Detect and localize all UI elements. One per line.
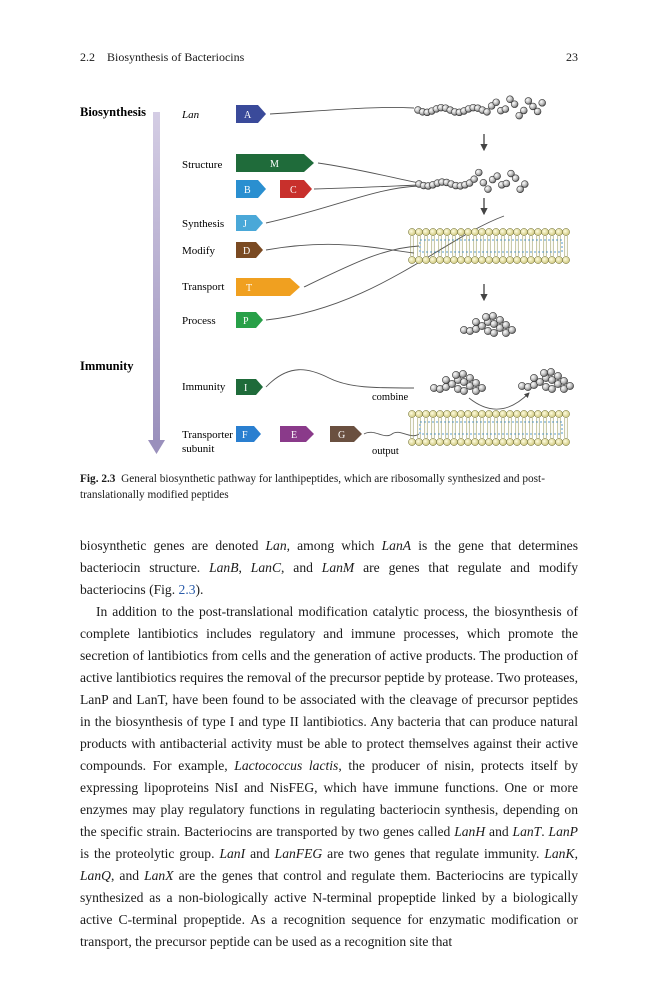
text-run: , (574, 846, 578, 861)
lipid-head (527, 228, 534, 235)
lipid-tail (460, 236, 462, 256)
gene-arrow-m (236, 154, 314, 172)
lipid-head (513, 228, 520, 235)
lipid-head (436, 256, 443, 263)
lipid-head (548, 438, 555, 445)
annotation-combine: combine (372, 392, 409, 403)
lipid-head (408, 228, 415, 235)
annotation-output: output (372, 446, 399, 457)
lipid-head (499, 256, 506, 263)
lipid-head (415, 256, 422, 263)
lipid-tail (558, 418, 560, 438)
amino-acid-bead (484, 109, 491, 116)
amino-acid-bead (478, 384, 485, 391)
paragraph-2 (80, 601, 578, 953)
lipid-head (492, 228, 499, 235)
lipid-head (443, 228, 450, 235)
lipid-head (471, 410, 478, 417)
gene-name: LanH (454, 824, 486, 839)
amino-acid-bead (560, 377, 567, 384)
lipid-head (429, 228, 436, 235)
lipid-head (485, 410, 492, 417)
lipid-tail (432, 236, 434, 256)
amino-acid-bead (539, 99, 546, 106)
amino-acid-bead (511, 101, 518, 108)
lipid-tail (544, 418, 546, 438)
gene-arrow-j (236, 215, 263, 231)
lipid-tail (523, 418, 525, 438)
lipid-head (422, 410, 429, 417)
amino-acid-bead (442, 376, 449, 383)
lipid-head (499, 228, 506, 235)
lipid-head (562, 410, 569, 417)
lipid-head (541, 410, 548, 417)
text-run: . (541, 824, 549, 839)
lipid-head (415, 228, 422, 235)
progression-arrow (148, 112, 165, 454)
row-label-immunity: Immunity (182, 381, 226, 393)
amino-acid-bead (502, 321, 509, 328)
lipid-head (471, 438, 478, 445)
lipid-tail (502, 418, 504, 438)
lipid-tail (439, 236, 441, 256)
lipid-head (450, 438, 457, 445)
lipid-head (534, 410, 541, 417)
lipid-tail (488, 236, 490, 256)
amino-acid-bead (472, 379, 479, 386)
gene-arrow-e (280, 426, 314, 442)
lipid-head (408, 256, 415, 263)
lipid-head (506, 256, 513, 263)
text-run: , the producer of nisin, protects itself by expressing lipoproteins NisI and NisFEG, which have immune functions. One or more enzymes may play regulatory functions in regulating bacteriocin synthesis, depending on the specific strain. Bacteriocins are transported by two genes called (80, 758, 578, 839)
lipid-tail (439, 418, 441, 438)
lipid-head (457, 256, 464, 263)
gene-label-t: T (246, 283, 253, 294)
lipid-head (408, 410, 415, 417)
text-run: are two genes that regulate immunity. (322, 846, 545, 861)
lipid-head (527, 438, 534, 445)
amino-acid-bead (459, 370, 466, 377)
amino-acid-bead (554, 372, 561, 379)
lipid-tail (530, 236, 532, 256)
lipid-head (548, 410, 555, 417)
lipid-tail (509, 236, 511, 256)
amino-acid-bead (547, 368, 554, 375)
figure-reference-link[interactable]: 2.3 (178, 582, 196, 597)
lipid-head (513, 256, 520, 263)
text-run: and (485, 824, 513, 839)
lipid-head (478, 410, 485, 417)
amino-acid-bead (494, 173, 501, 180)
gene-label-i: I (244, 383, 248, 394)
figure-caption-text: General biosynthetic pathway for lanthipeptides, which are ribosomally synthesized and post-translationally modified peptides (80, 473, 545, 501)
lipid-head (555, 256, 562, 263)
lipid-head (436, 438, 443, 445)
amino-acid-bead (548, 385, 555, 392)
lipid-head (429, 410, 436, 417)
lipid-tail (565, 418, 567, 438)
amino-acid-bead (485, 186, 492, 193)
lipid-head (471, 256, 478, 263)
gene-label-g: G (338, 430, 346, 441)
amino-acid-bead (489, 312, 496, 319)
gene-arrow-i (236, 379, 263, 395)
lipid-tail (537, 236, 539, 256)
gene-name: LanP (548, 824, 578, 839)
lipid-tail (488, 418, 490, 438)
cell-membrane-lower (408, 410, 569, 445)
lipid-head (541, 438, 548, 445)
text-run: are the genes that control and regulate them. Bacteriocins are typically synthesized as a non-biologically active N-terminal propeptide linked by a biologically active C-terminal propeptide. As a recognition sequence for enzymatic modification or transport, the precursor peptide can be used as a recognition site that (80, 868, 578, 949)
lipid-tail (474, 418, 476, 438)
gene-label-m: M (270, 159, 279, 170)
lipid-head (457, 438, 464, 445)
figure-caption-label: Fig. 2.3 (80, 473, 116, 485)
gene-label-a: A (244, 110, 252, 121)
lipid-head (422, 256, 429, 263)
lipid-tail (481, 418, 483, 438)
paragraph-1 (80, 535, 578, 601)
lipid-head (422, 438, 429, 445)
gene-label-c: C (290, 185, 297, 196)
lipid-tail (432, 418, 434, 438)
gene-name: LanQ (80, 868, 111, 883)
text-run: ). (195, 582, 204, 597)
gene-arrow-c (280, 180, 312, 198)
amino-acid-bead (512, 175, 519, 182)
lipid-head (562, 228, 569, 235)
lipid-tail (544, 236, 546, 256)
amino-acid-bead (475, 169, 482, 176)
amino-acid-bead (460, 387, 467, 394)
lipid-head (415, 438, 422, 445)
lipid-head (450, 256, 457, 263)
row-label-process: Process (182, 315, 216, 327)
gene-name: LanT (512, 824, 542, 839)
amino-acid-bead (520, 107, 527, 114)
lipid-head (541, 228, 548, 235)
row-label-structure: Structure (182, 159, 223, 171)
figure-caption (80, 471, 578, 503)
lipid-head (548, 256, 555, 263)
lipid-tail (558, 236, 560, 256)
lipid-head (450, 228, 457, 235)
row-label-modify: Modify (182, 245, 215, 257)
lipid-tail (446, 418, 448, 438)
lipid-tail (460, 418, 462, 438)
page-number: 23 (566, 50, 578, 64)
lipid-head (492, 410, 499, 417)
lipid-head (422, 228, 429, 235)
text-run: is the gene that determines bacteriocin structure. (80, 538, 578, 575)
lipid-tail (474, 236, 476, 256)
row-label-synthesis: Synthesis (182, 218, 225, 230)
section-label-immunity: Immunity (80, 359, 134, 373)
lipid-head (513, 410, 520, 417)
lipid-tail (502, 236, 504, 256)
text-run: , (238, 560, 251, 575)
gene-name: LanI (219, 846, 246, 861)
biosynthesis-pathway-figure (74, 88, 584, 460)
text-run: , and (110, 868, 145, 883)
lipid-tail (467, 236, 469, 256)
lipid-head (443, 256, 450, 263)
lipid-head (436, 410, 443, 417)
amino-acid-bead (534, 108, 541, 115)
amino-acid-bead (521, 181, 528, 188)
gene-arrow-p (236, 312, 263, 328)
text-run: and (245, 846, 275, 861)
lipid-head (436, 228, 443, 235)
lipid-tail (537, 418, 539, 438)
section-label-biosynthesis: Biosynthesis (80, 105, 146, 119)
immunity-peptide-cluster-right (518, 368, 573, 392)
lipid-head (555, 410, 562, 417)
lipid-head (429, 438, 436, 445)
lipid-head (520, 410, 527, 417)
lipid-head (457, 228, 464, 235)
lipid-head (527, 410, 534, 417)
lipid-head (555, 228, 562, 235)
lipid-head (548, 228, 555, 235)
gene-label-f: F (242, 430, 248, 441)
text-run: biosynthetic genes are denoted (80, 538, 266, 553)
lipid-head (485, 438, 492, 445)
gene-name: LanM (321, 560, 355, 575)
lipid-head (485, 256, 492, 263)
lipid-head (464, 228, 471, 235)
lipid-head (443, 438, 450, 445)
lipid-tail (530, 418, 532, 438)
lipid-head (443, 410, 450, 417)
gene-name: LanA (381, 538, 412, 553)
lipid-head (485, 228, 492, 235)
lipid-tail (509, 418, 511, 438)
lipid-tail (425, 236, 427, 256)
lipid-head (464, 256, 471, 263)
cell-membrane-upper (408, 228, 569, 263)
lipid-tail (467, 418, 469, 438)
amino-acid-bead (490, 329, 497, 336)
lipid-head (464, 438, 471, 445)
modified-peptide-chain (416, 169, 529, 193)
lipid-head (562, 438, 569, 445)
lipid-head (450, 410, 457, 417)
lipid-head (520, 256, 527, 263)
gene-name: LanX (144, 868, 174, 883)
lipid-head (415, 410, 422, 417)
row-label-transport: Transport (182, 281, 225, 293)
lipid-tail (551, 418, 553, 438)
lipid-tail (551, 236, 553, 256)
gene-arrow-d (236, 242, 263, 258)
gene-arrow-g (330, 426, 362, 442)
lipid-tail (495, 418, 497, 438)
lipid-head (499, 410, 506, 417)
immunity-peptide-cluster-left (430, 370, 485, 394)
gene-label-j: J (243, 219, 247, 230)
amino-acid-bead (566, 382, 573, 389)
row-label-transporter: Transporter (182, 429, 233, 441)
text-run: , and (281, 560, 322, 575)
gene-label-e: E (291, 430, 298, 441)
body-text (80, 535, 578, 953)
lipid-head (464, 410, 471, 417)
running-head: 2.2 Biosynthesis of Bacteriocins (80, 50, 245, 64)
amino-acid-bead (508, 326, 515, 333)
amino-acid-bead (525, 98, 532, 105)
gene-arrow-b (236, 180, 266, 198)
row-label-lan: Lan (182, 109, 200, 121)
lipid-head (534, 438, 541, 445)
gene-arrow-t (236, 278, 300, 296)
lipid-head (478, 228, 485, 235)
gene-label-d: D (243, 246, 251, 257)
species-name: Lactococcus lactis (234, 758, 339, 773)
lipid-head (429, 256, 436, 263)
lipid-tail (425, 418, 427, 438)
amino-acid-bead (472, 318, 479, 325)
amino-acid-bead (496, 316, 503, 323)
amino-acid-bead (466, 374, 473, 381)
lipid-head (506, 410, 513, 417)
lipid-head (562, 256, 569, 263)
lipid-head (478, 438, 485, 445)
lipid-head (457, 410, 464, 417)
amino-acid-bead (540, 369, 547, 376)
amino-acid-bead (530, 374, 537, 381)
lipid-head (534, 228, 541, 235)
lipid-tail (523, 236, 525, 256)
amino-acid-bead (502, 106, 509, 113)
lipid-tail (453, 418, 455, 438)
gene-name: LanK (544, 846, 575, 861)
lipid-head (408, 438, 415, 445)
lipid-tail (481, 236, 483, 256)
processed-peptide-cluster (460, 312, 515, 336)
lipid-head (478, 256, 485, 263)
lipid-head (506, 438, 513, 445)
lipid-head (520, 228, 527, 235)
amino-acid-bead (503, 180, 510, 187)
lipid-tail (453, 236, 455, 256)
lipid-head (534, 256, 541, 263)
precursor-peptide-chain (415, 96, 546, 119)
gene-name: Lan (265, 538, 287, 553)
lipid-tail (495, 236, 497, 256)
amino-acid-bead (471, 176, 478, 183)
lipid-head (541, 256, 548, 263)
lipid-head (471, 228, 478, 235)
lipid-tail (565, 236, 567, 256)
gene-name: LanB (209, 560, 239, 575)
lipid-head (520, 438, 527, 445)
gene-label-b: B (244, 185, 251, 196)
gene-name: LanC (250, 560, 282, 575)
lipid-tail (411, 418, 413, 438)
text-run: is the proteolytic group. (80, 846, 220, 861)
amino-acid-bead (482, 313, 489, 320)
text-run: In addition to the post-translational modification catalytic process, the biosynthesis of complete lantibiotics includes regulatory and immune processes, which promote the secretion of lantibiotics from cells and the generation of active products. The production of active lantibiotics requires the removal of the precursor peptide by protease. Two proteases, LanP and LanT, have been found to be associated with the cleavage of precursor peptides in the biosynthesis of type I and type II lantibiotics. Any bacteria that can produce natural products with antibacterial activity must be able to protect themselves against their active compounds. For example, (80, 604, 578, 773)
gene-arrow-f (236, 426, 261, 442)
amino-acid-bead (452, 371, 459, 378)
text-run: are genes that regulate and modify bacteriocins (Fig. (80, 560, 579, 597)
lipid-head (492, 256, 499, 263)
lipid-head (506, 228, 513, 235)
gene-arrow-a (236, 105, 266, 123)
lipid-head (492, 438, 499, 445)
text-run: , among which (286, 538, 382, 553)
row-label-subunit: subunit (182, 443, 215, 455)
lipid-head (555, 438, 562, 445)
gene-name: LanFEG (274, 846, 323, 861)
lipid-head (499, 438, 506, 445)
lipid-head (527, 256, 534, 263)
lipid-tail (516, 236, 518, 256)
amino-acid-bead (493, 99, 500, 106)
gene-label-p: P (243, 316, 249, 327)
lipid-head (513, 438, 520, 445)
lipid-tail (516, 418, 518, 438)
amino-acid-bead (480, 179, 487, 186)
